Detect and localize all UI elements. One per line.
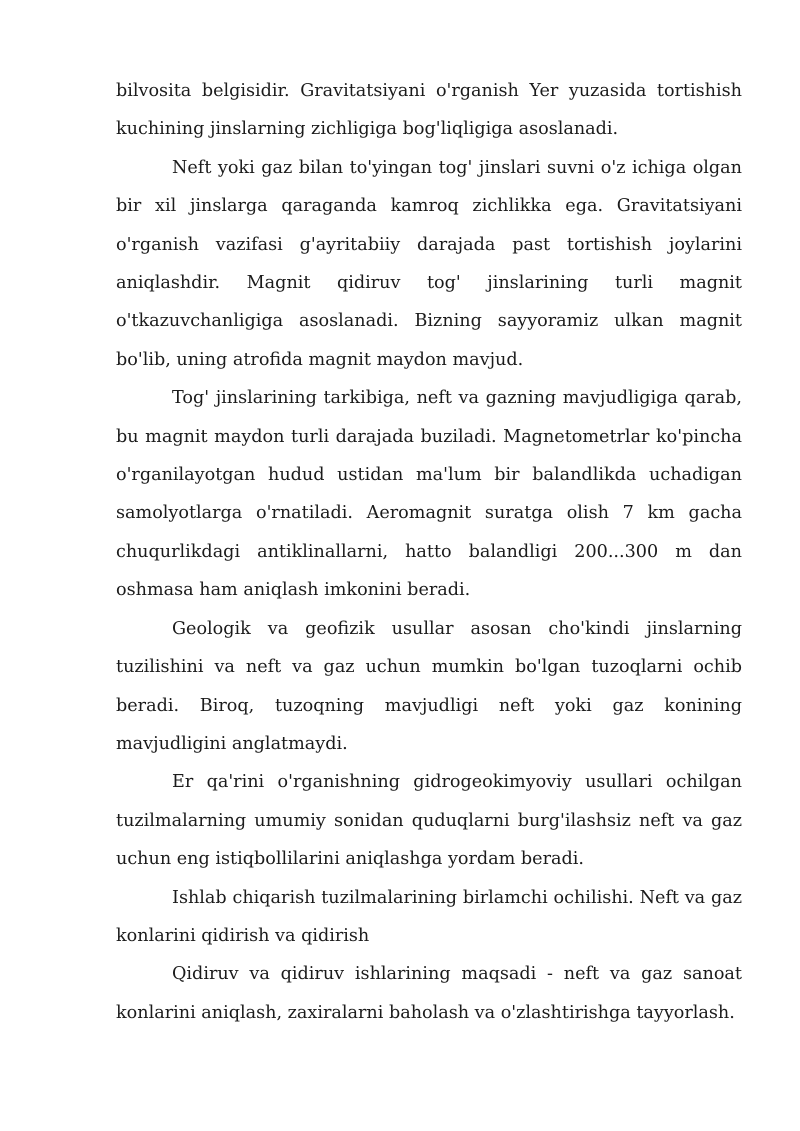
- paragraph-7: Qidiruv va qidiruv ishlarining maqsadi - neft va gaz sanoat konlarini aniqlash, zaxiralarni baholash va o'zlashtirishga tayyorlash.: [116, 964, 742, 1023]
- paragraph-2: Neft yoki gaz bilan to'yingan tog' jinslari suvni o'z ichiga olgan bir xil jinslarga qaraganda kamroq zichlikka ega. Gravitatsiyani o'rganish vazifasi g'ayritabiiy darajada past tortishish joylarini aniqlashdir. Magnit qidiruv tog' jinslarining turli magnit o'tkazuvchanligiga asoslanadi. Bizning sayyoramiz ulkan magnit bo'lib, uning atrofida magnit maydon mavjud.: [116, 157, 742, 370]
- paragraph-3: Tog' jinslarining tarkibiga, neft va gazning mavjudligiga qarab, bu magnit maydon turli darajada buziladi. Magnetometrlar ko'pincha o'rganilayotgan hudud ustidan ma'lum bir balandlikda uchadigan samolyotlarga o'rnatiladi. Aeromagnit suratga olish 7 km gacha chuqurlikdagi antiklinallarni, hatto balandligi 200...300 m dan oshmasa ham aniqlash imkonini beradi.: [116, 388, 742, 601]
- paragraph-4: Geologik va geofizik usullar asosan cho'kindi jinslarning tuzilishini va neft va gaz uchun mumkin bo'lgan tuzoqlarni ochib beradi. Biroq, tuzoqning mavjudligi neft yoki gaz konining mavjudligini anglatmaydi.: [116, 618, 742, 754]
- paragraph-1: bilvosita belgisidir. Gravitatsiyani o'rganish Yer yuzasida tortishish kuchining jinslarning zichligiga bog'liqligiga asoslanadi.: [116, 81, 742, 140]
- document-body: [116, 72, 742, 1032]
- paragraph-5: Er qa'rini o'rganishning gidrogeokimyoviy usullari ochilgan tuzilmalarning umumiy sonidan quduqlarni burg'ilashsiz neft va gaz uchun eng istiqbollilarini aniqlashga yordam beradi.: [116, 772, 742, 870]
- paragraph-6: Ishlab chiqarish tuzilmalarining birlamchi ochilishi. Neft va gaz konlarini qidirish va qidirish: [116, 887, 742, 946]
